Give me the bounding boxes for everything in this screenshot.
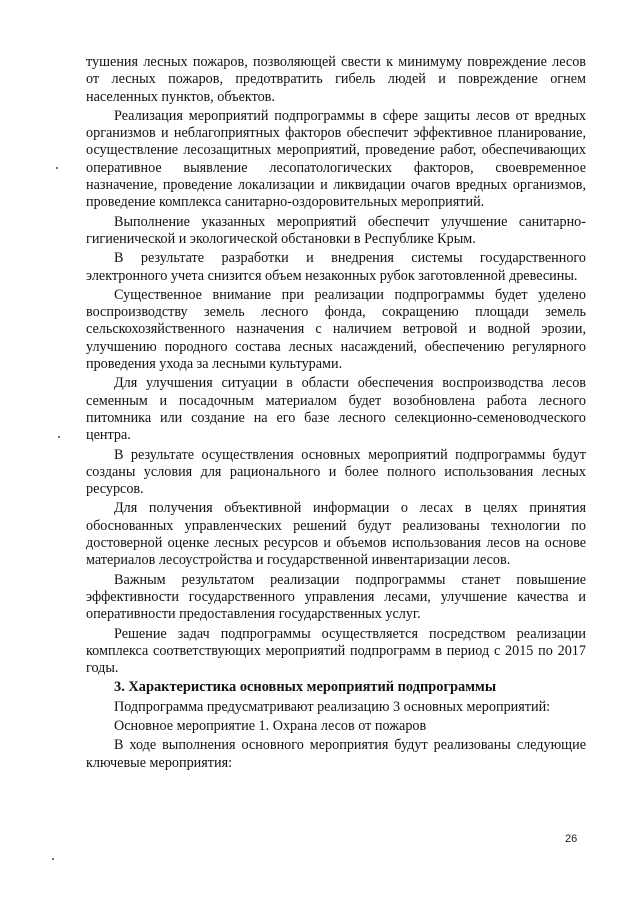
section-paragraph: В ходе выполнения основного мероприятия будут реализованы следующие ключевые мероприятия: — [86, 737, 586, 771]
section-paragraph: Основное мероприятие 1. Охрана лесов от пожаров — [114, 717, 427, 734]
section-paragraph: Подпрограмма предусматривают реализацию 3 основных мероприятий: — [114, 698, 551, 715]
paragraph: Для улучшения ситуации в области обеспечения воспроизводства лесов семенным и посадочным материалом будет возобновлена работа лесного питомника или создание на его базе лесного селекционно-семеноводческого центра. — [86, 375, 586, 444]
paragraph: Решение задач подпрограммы осуществляется посредством реализации комплекса соответствующих мероприятий подпрограмм в период с 2015 по 2017 годы. — [86, 625, 586, 677]
paragraph: Реализация мероприятий подпрограммы в сфере защиты лесов от вредных организмов и неблагоприятных факторов обеспечит эффективное планирование, осуществление лесозащитных мероприятий, проведение работ, обеспечивающих оперативное выявление лесопатологических факторов, своевременное назначение, проведение локализации и ликвидации очагов вредных организмов, проведение комплекса санитарно-оздоровительных мероприятий. — [86, 107, 586, 211]
paragraph: Для получения объективной информации о лесах в целях принятия обоснованных управленческих решений будут реализованы технологии по достоверной оценке лесных ресурсов и объемов использования лесов на основе материалов лесоустройства и государственной инвентаризации лесов. — [86, 500, 586, 569]
scan-speck — [56, 167, 58, 169]
paragraph: В результате осуществления основных мероприятий подпрограммы будут созданы условия для рационального и более полного использования лесных ресурсов. — [86, 446, 586, 498]
paragraph: В результате разработки и внедрения системы государственного электронного учета снизится объем незаконных рубок заготовленной древесины. — [86, 250, 586, 284]
paragraph: тушения лесных пожаров, позволяющей свести к минимуму повреждение лесов от лесных пожаров, предотвратить гибель людей и повреждение огнем населенных пунктов, объектов. — [86, 54, 586, 105]
paragraph: Существенное внимание при реализации подпрограммы будет уделено воспроизводству земель лесного фонда, сокращению площади земель сельскохозяйственного назначения с наличием ветровой и водной эрозии, улучшению породного состава лесных насаждений, обеспечению регулярного проведения ухода за лесными культурами. — [86, 286, 586, 373]
page-body — [86, 54, 586, 774]
scan-speck — [52, 858, 54, 860]
paragraph: Выполнение указанных мероприятий обеспечит улучшение санитарно-гигиенической и экологической обстановки в Республике Крым. — [86, 213, 586, 247]
paragraph: Важным результатом реализации подпрограммы станет повышение эффективности государственного управления лесами, улучшение качества и оперативности предоставления государственных услуг. — [86, 571, 586, 623]
scan-speck — [58, 436, 60, 438]
section-heading: 3. Характеристика основных мероприятий подпрограммы — [114, 679, 497, 696]
page-number: 26 — [565, 833, 578, 845]
